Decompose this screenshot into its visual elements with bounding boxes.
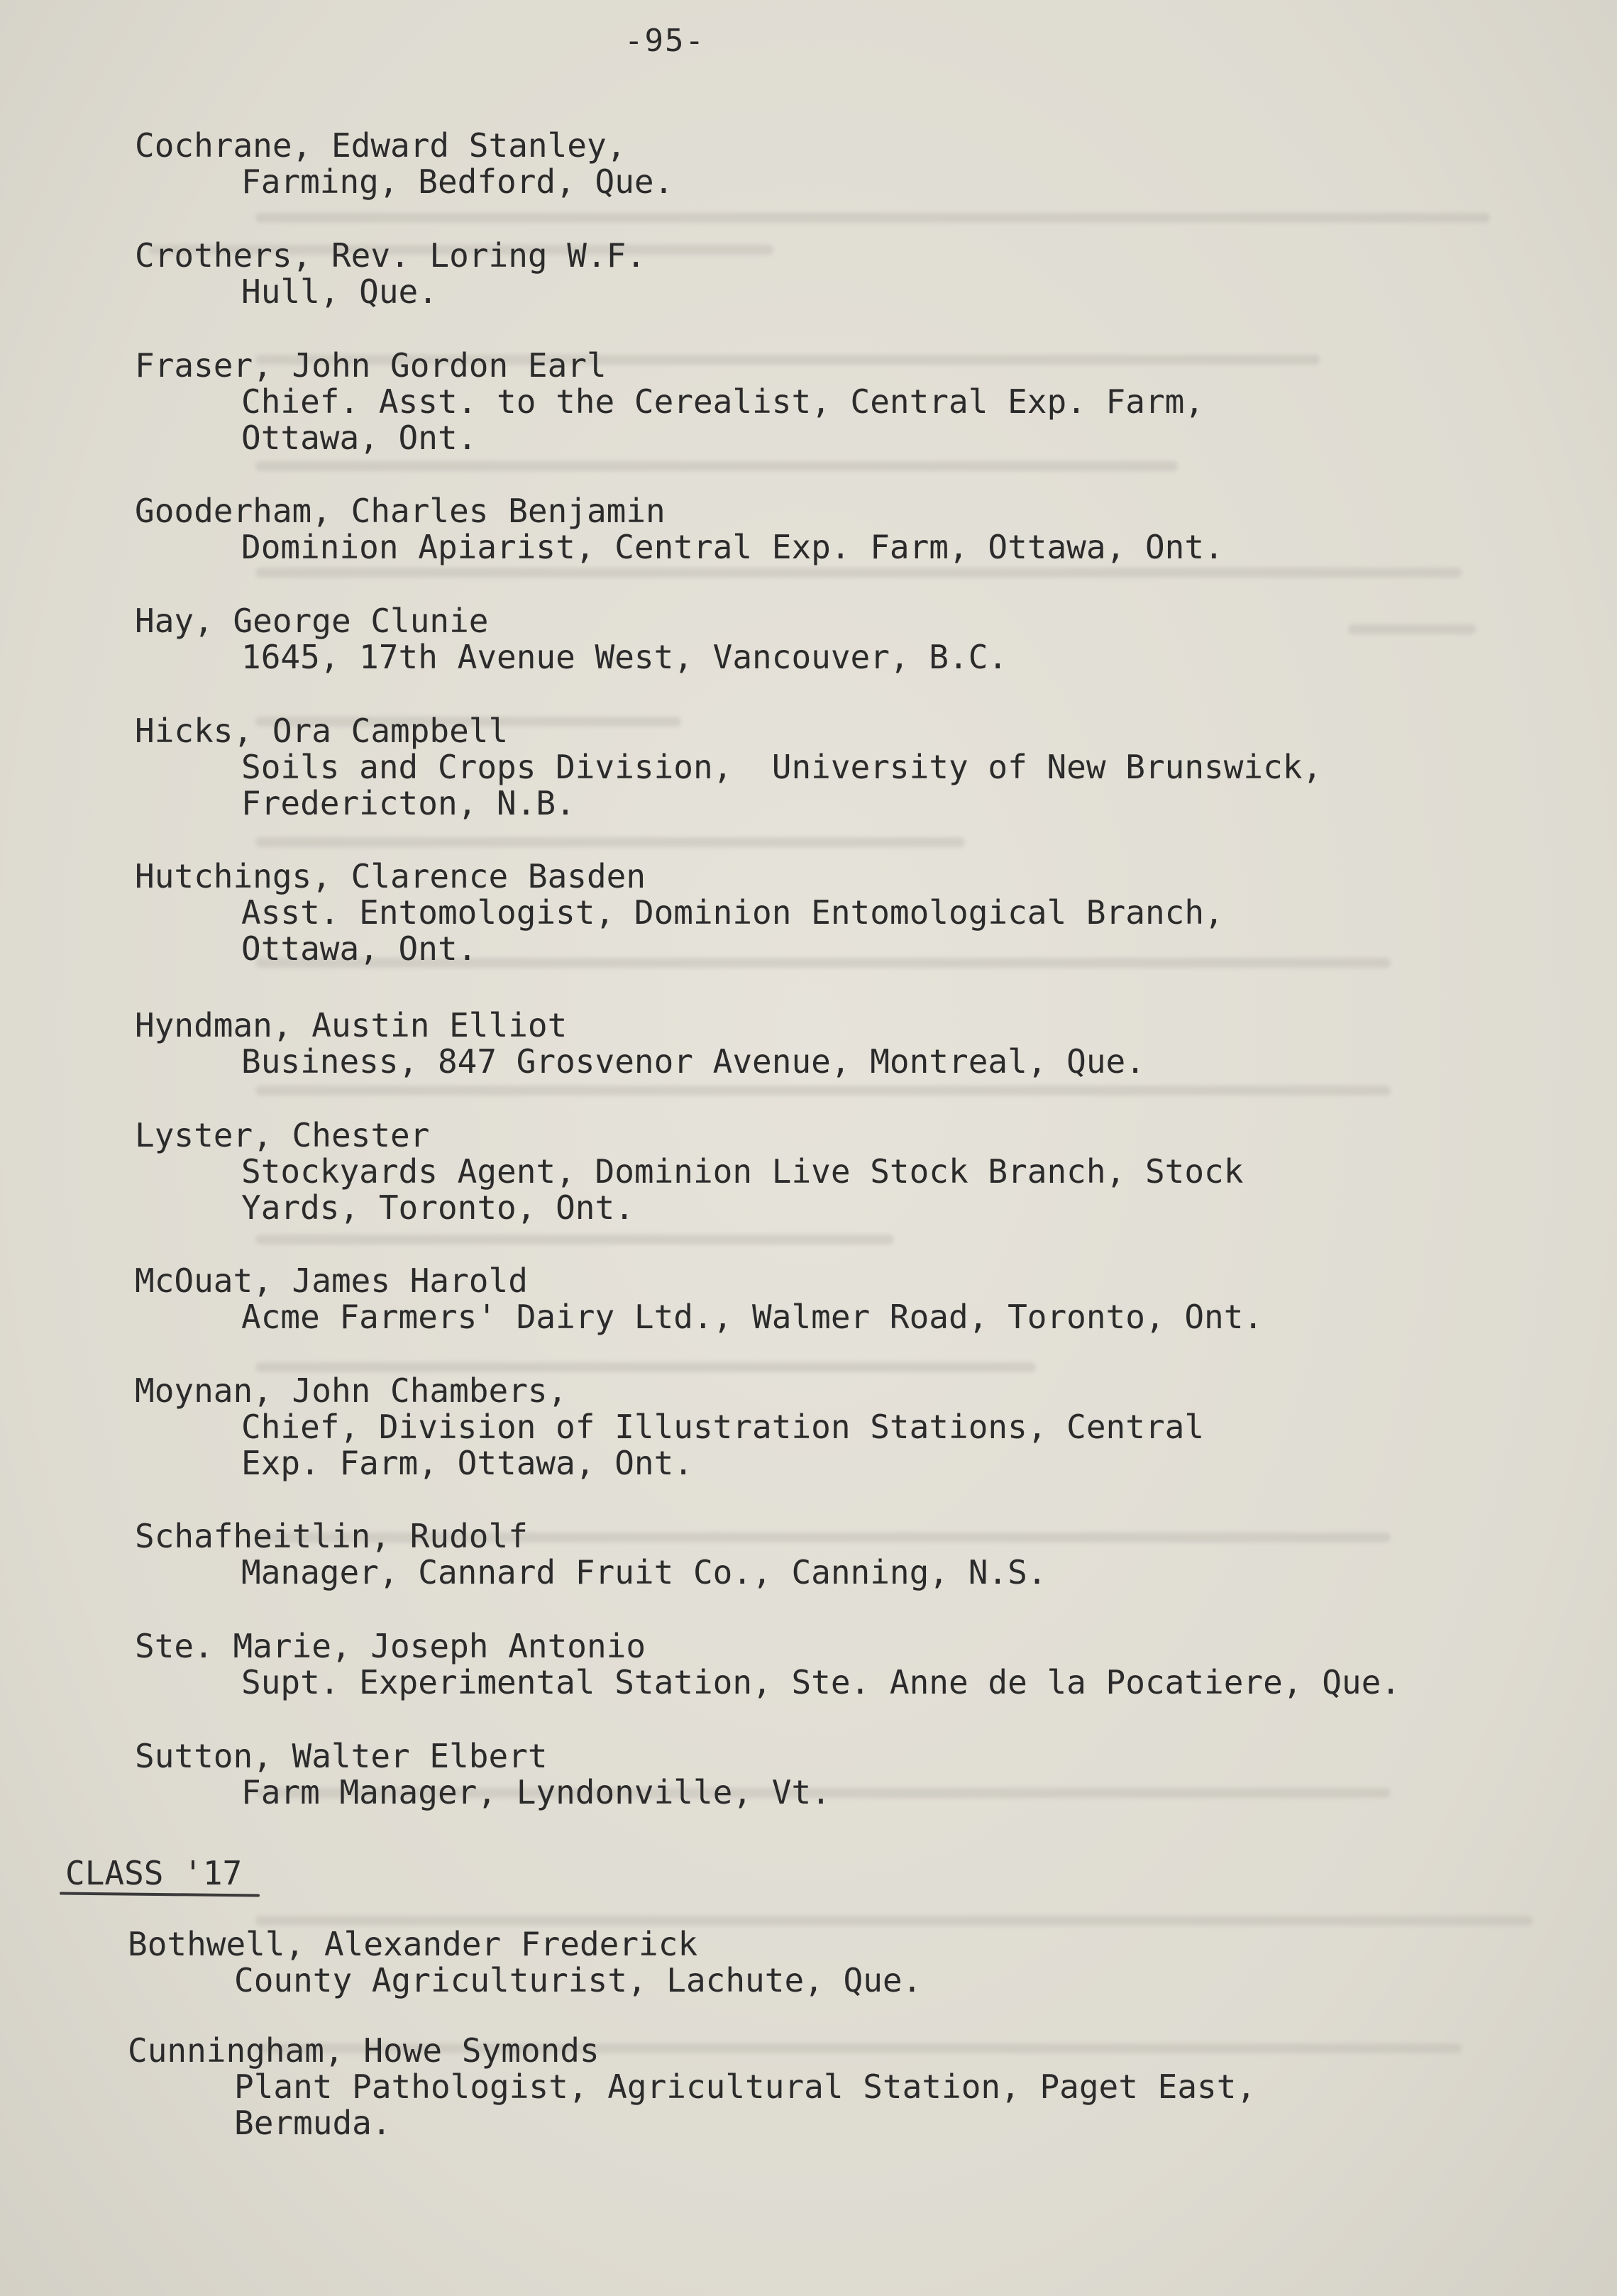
entry-name: Hutchings, Clarence Basden <box>135 857 646 895</box>
entry-detail: Bermuda. <box>234 2104 392 2142</box>
entry-detail: Chief, Division of Illustration Stations, Central <box>241 1408 1205 1446</box>
entry-detail: Supt. Experimental Station, Ste. Anne de la Pocatiere, Que. <box>241 1663 1401 1701</box>
list-item <box>135 1008 1145 1080</box>
entry-detail: Fredericton, N.B. <box>241 784 575 822</box>
entry-name: Ste. Marie, Joseph Antonio <box>135 1627 646 1665</box>
list-item <box>135 1373 1204 1481</box>
entry-detail: Stockyards Agent, Dominion Live Stock Branch, Stock <box>241 1152 1244 1191</box>
entry-name: Fraser, John Gordon Earl <box>135 346 607 385</box>
entry-name: Lyster, Chester <box>135 1116 430 1154</box>
list-item <box>128 1926 922 1999</box>
list-item <box>135 238 646 310</box>
entry-detail: Business, 847 Grosvenor Avenue, Montreal, Que. <box>241 1042 1145 1081</box>
entry-detail: Hull, Que. <box>241 272 438 311</box>
entry-name: Cunningham, Howe Symonds <box>128 2031 600 2070</box>
entry-name: Bothwell, Alexander Frederick <box>128 1925 698 1963</box>
list-item <box>135 493 1224 565</box>
list-item <box>135 1628 1401 1701</box>
list-item <box>135 1738 831 1811</box>
heading-underline <box>60 1892 260 1897</box>
page-number: -95- <box>624 23 705 59</box>
entry-detail: Dominion Apiarist, Central Exp. Farm, Ottawa, Ont. <box>241 528 1224 566</box>
list-item <box>135 1117 1243 1226</box>
entry-name: Gooderham, Charles Benjamin <box>135 492 666 530</box>
entry-name: Hyndman, Austin Elliot <box>135 1006 568 1044</box>
entry-name: Crothers, Rev. Loring W.F. <box>135 236 646 275</box>
entry-detail: Plant Pathologist, Agricultural Station, Paget East, <box>234 2068 1257 2106</box>
entry-detail: Manager, Cannard Fruit Co., Canning, N.S. <box>241 1553 1047 1591</box>
entry-detail: Soils and Crops Division, University of New Brunswick, <box>241 748 1323 786</box>
list-item <box>135 859 1224 967</box>
entry-name: Moynan, John Chambers, <box>135 1371 568 1410</box>
entry-name: Cochrane, Edward Stanley, <box>135 126 627 165</box>
entry-detail: Ottawa, Ont. <box>241 929 478 968</box>
list-item <box>135 603 1008 675</box>
list-item <box>135 1263 1263 1335</box>
entry-name: Hay, George Clunie <box>135 602 489 640</box>
entry-name: Hicks, Ora Campbell <box>135 712 509 750</box>
class-heading: CLASS '17 <box>65 1854 243 1892</box>
entry-detail: Ottawa, Ont. <box>241 419 478 457</box>
list-item <box>135 348 1204 456</box>
list-item <box>135 713 1322 822</box>
list-item <box>128 2033 1256 2141</box>
entry-detail: Farm Manager, Lyndonville, Vt. <box>241 1773 831 1811</box>
entry-name: Sutton, Walter Elbert <box>135 1737 548 1775</box>
list-item <box>135 1518 1047 1591</box>
entry-detail: Chief. Asst. to the Cerealist, Central Exp. Farm, <box>241 382 1205 421</box>
entry-detail: 1645, 17th Avenue West, Vancouver, B.C. <box>241 638 1008 676</box>
entry-name: Schafheitlin, Rudolf <box>135 1517 528 1555</box>
entry-detail: Yards, Toronto, Ont. <box>241 1188 634 1227</box>
entry-detail: Acme Farmers' Dairy Ltd., Walmer Road, Toronto, Ont. <box>241 1298 1264 1336</box>
list-item <box>135 128 673 200</box>
entry-detail: County Agriculturist, Lachute, Que. <box>234 1961 922 1999</box>
entry-detail: Farming, Bedford, Que. <box>241 162 674 201</box>
entry-name: McOuat, James Harold <box>135 1262 528 1300</box>
entry-detail: Asst. Entomologist, Dominion Entomological Branch, <box>241 893 1224 932</box>
entry-detail: Exp. Farm, Ottawa, Ont. <box>241 1444 693 1482</box>
